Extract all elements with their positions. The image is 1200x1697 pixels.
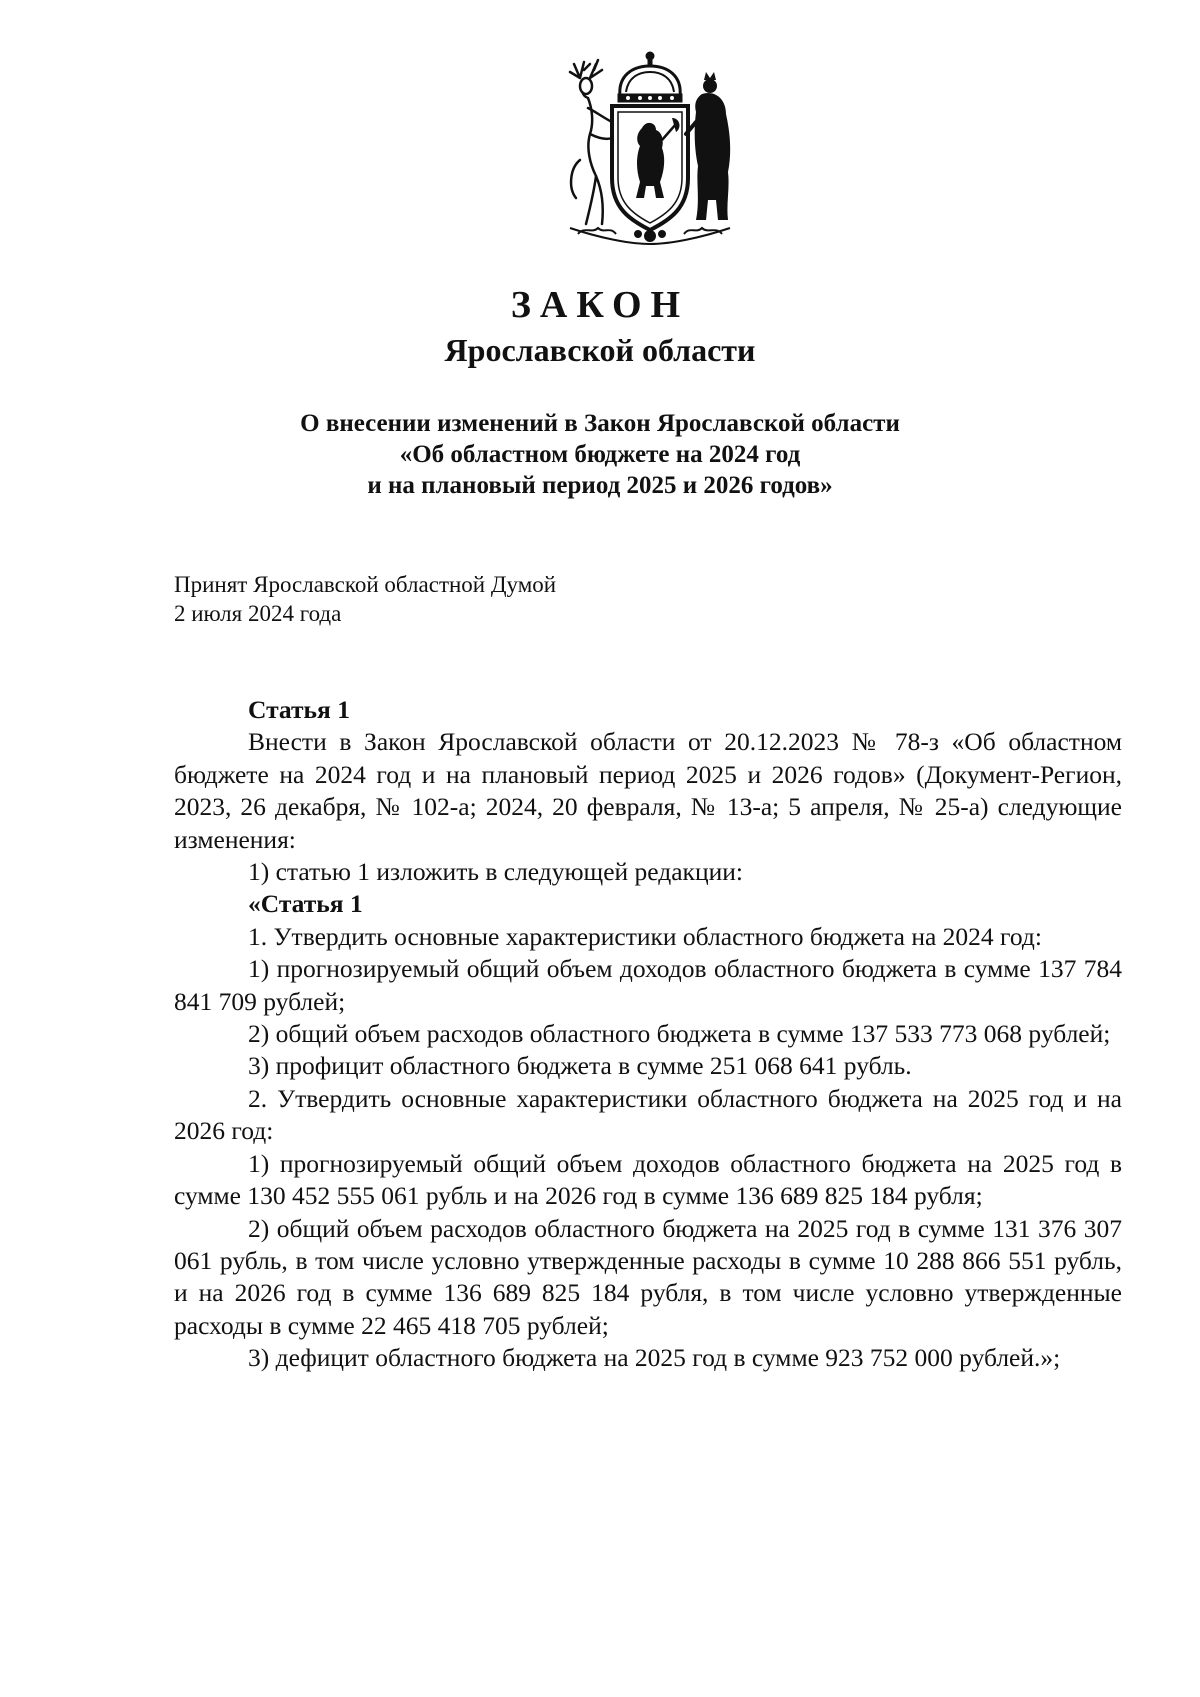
- law-region: Ярославской области: [444, 332, 756, 368]
- adoption-date: 2 июля 2024 года: [174, 601, 342, 626]
- emblem-base-icon: [570, 228, 730, 244]
- article-paragraph: 2. Утвердить основные характеристики областного бюджета на 2025 год и на 2026 год:: [174, 1083, 1122, 1146]
- article-subitem: 2) общий объем расходов областного бюджета на 2025 год в сумме 131 376 307 061 рубль, в том числе условно утвержденные расходы в сумме 10 288 866 551 рубль, и на 2026 год в сумме 136 689 825 184 рубля, в том числе условно утвержденные расходы в сумме 22 465 418 705 рублей;: [174, 1213, 1122, 1340]
- bear-supporter-icon: [686, 72, 730, 220]
- coat-of-arms-icon: [550, 48, 750, 248]
- article-subitem: 3) дефицит областного бюджета на 2025 год в сумме 923 752 000 рублей.»;: [248, 1343, 1061, 1373]
- law-title-line: и на плановый период 2025 и 2026 годов»: [367, 472, 833, 499]
- article-heading: Статья 1: [248, 695, 350, 724]
- article-body: [174, 694, 1122, 1375]
- article-subitem: 1) прогнозируемый общий объем доходов областного бюджета на 2025 год в сумме 130 452 555 061 рубль и на 2026 год в сумме 136 689 825 184 рубля;: [174, 1148, 1122, 1211]
- article-intro: Внести в Закон Ярославской области от 20.12.2023 № 78-з «Об областном бюджете на 2024 год и на плановый период 2025 и 2026 годов» (Документ-Регион, 2023, 26 декабря, № 102-а; 2024, 20 февраля, № 13-а; 5 апреля, № 25-а) следующие изменения:: [174, 727, 1122, 854]
- law-title-line: О внесении изменений в Закон Ярославской области: [300, 410, 900, 437]
- article-item: 1) статью 1 изложить в следующей редакции:: [248, 857, 743, 887]
- shield-icon: [612, 106, 688, 230]
- law-title-line: «Об областном бюджете на 2024 год: [399, 441, 801, 468]
- article-subitem: 3) профицит областного бюджета в сумме 251 068 641 рубль.: [248, 1051, 912, 1081]
- law-heading: ЗАКОН: [510, 284, 690, 326]
- article-subitem: 1) прогнозируемый общий объем доходов областного бюджета в сумме 137 784 841 709 рублей;: [174, 954, 1122, 1016]
- article-paragraph: 1. Утвердить основные характеристики областного бюджета на 2024 год:: [248, 921, 1042, 951]
- deer-supporter-icon: [570, 60, 612, 224]
- law-title: [200, 408, 1000, 501]
- quoted-article-heading: «Статья 1: [248, 889, 363, 919]
- adoption-note: [174, 570, 556, 628]
- adoption-body: Принят Ярославской областной Думой: [174, 572, 557, 597]
- crown-icon: [618, 52, 682, 102]
- article-subitem: 2) общий объем расходов областного бюджета в сумме 137 533 773 068 рублей;: [248, 1019, 1111, 1049]
